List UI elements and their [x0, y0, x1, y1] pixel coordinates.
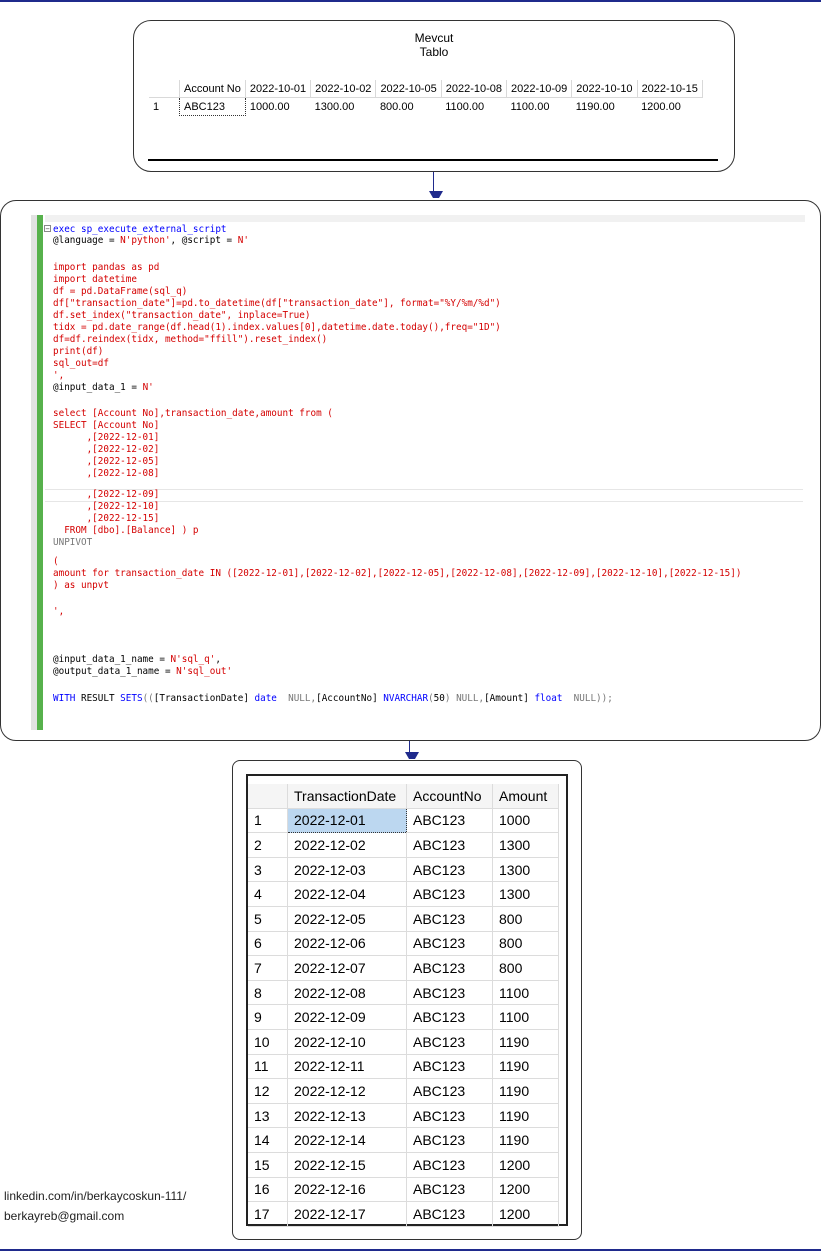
code-token: [Amount]	[484, 693, 535, 704]
code-token: ,	[215, 654, 221, 665]
code-line: import pandas as pd	[53, 262, 160, 273]
result-cell[interactable]: 1100	[493, 980, 559, 1005]
result-cell[interactable]: 2022-12-02	[288, 833, 407, 858]
code-token: ,	[310, 693, 317, 704]
code-line-exec	[53, 224, 227, 235]
result-cell[interactable]: 800	[493, 931, 559, 956]
table-row	[248, 1202, 559, 1227]
result-cell[interactable]: ABC123	[407, 980, 493, 1005]
bottom-divider-line	[0, 1249, 821, 1251]
result-cell[interactable]: ABC123	[407, 882, 493, 907]
code-token: 50	[433, 693, 445, 704]
code-token: float	[534, 693, 563, 704]
result-cell[interactable]: 2022-12-17	[288, 1202, 407, 1227]
grid-data-row	[149, 98, 702, 116]
grid-header-cell[interactable]: 2022-10-10	[572, 80, 637, 98]
result-cell[interactable]: 2022-12-09	[288, 1005, 407, 1030]
result-cell[interactable]: ABC123	[407, 833, 493, 858]
code-line: SELECT [Account No]	[53, 420, 160, 431]
code-line-output-name	[53, 666, 232, 677]
code-token: (	[428, 693, 434, 704]
code-token: WITH	[53, 693, 76, 704]
table-row	[248, 1103, 559, 1128]
table-row	[248, 980, 559, 1005]
email-link[interactable]: berkayreb@gmail.com	[4, 1209, 125, 1223]
result-cell[interactable]: 1100	[493, 1005, 559, 1030]
grid-header-row	[149, 80, 702, 98]
code-line: (	[53, 556, 59, 567]
table-row	[248, 906, 559, 931]
current-table-grid	[149, 80, 703, 116]
code-token: [AccountNo]	[316, 693, 384, 704]
result-cell[interactable]: 800	[493, 956, 559, 981]
grid-cell[interactable]: 1000.00	[249, 100, 290, 113]
code-token: N'python'	[120, 235, 171, 246]
result-cell[interactable]: 2022-12-04	[288, 882, 407, 907]
code-line-input-name	[53, 654, 221, 665]
collapse-toggle-icon[interactable]: −	[45, 225, 50, 233]
table-row	[248, 1029, 559, 1054]
top-divider-line	[0, 0, 821, 2]
result-cell[interactable]: ABC123	[407, 1079, 493, 1104]
code-line: df["transaction_date"]=pd.to_datetime(df["transaction_date"], format="%Y/%m/%d")	[53, 298, 501, 309]
row-number[interactable]: 7	[248, 956, 288, 981]
editor-top-bar	[45, 215, 805, 222]
current-table-panel	[133, 20, 735, 172]
table-row	[248, 833, 559, 858]
result-cell[interactable]: 800	[493, 906, 559, 931]
result-cell[interactable]: 2022-12-16	[288, 1177, 407, 1202]
code-line: FROM [dbo].[Balance] ) p	[53, 525, 199, 536]
result-grid	[248, 784, 559, 1227]
code-line: ',	[53, 606, 65, 617]
grid-header-cell[interactable]: 2022-10-15	[637, 80, 702, 98]
result-cell[interactable]: 2022-12-13	[288, 1103, 407, 1128]
grid-header-cell[interactable]: 2022-10-01	[245, 80, 310, 98]
result-cell[interactable]: 1300	[493, 857, 559, 882]
code-token: NVARCHAR	[383, 693, 429, 704]
result-cell[interactable]: ABC123	[407, 1177, 493, 1202]
grid-header-cell[interactable]: 2022-10-09	[507, 80, 572, 98]
row-number[interactable]: 17	[248, 1202, 288, 1227]
table-row	[248, 956, 559, 981]
row-number[interactable]: 13	[248, 1103, 288, 1128]
result-cell[interactable]: 2022-12-06	[288, 931, 407, 956]
code-token: RESULT	[75, 693, 121, 704]
code-token: N'sql_q'	[170, 654, 216, 665]
result-cell[interactable]: 1190	[493, 1128, 559, 1153]
table-row	[248, 1054, 559, 1079]
result-cell[interactable]: 1000	[493, 808, 559, 833]
code-line: ,[2022-12-08]	[53, 468, 160, 479]
code-line: df=df.reindex(tidx, method="ffill").reset_index()	[53, 334, 328, 345]
result-cell[interactable]: 1200	[493, 1202, 559, 1227]
code-line-input-data	[53, 382, 154, 393]
result-cell[interactable]: ABC123	[407, 1152, 493, 1177]
result-panel	[232, 760, 582, 1240]
code-token: @input_data_1_name =	[53, 654, 171, 665]
grid-header-cell[interactable]: 2022-10-02	[311, 80, 376, 98]
code-line-result-sets	[53, 693, 613, 704]
result-header-cell[interactable]	[248, 784, 288, 808]
result-cell[interactable]: ABC123	[407, 808, 493, 833]
code-token: exec sp_execute_external_script	[53, 224, 227, 235]
result-cell[interactable]: ABC123	[407, 1005, 493, 1030]
row-number: 1	[153, 100, 160, 113]
row-number[interactable]: 16	[248, 1177, 288, 1202]
result-cell[interactable]: 2022-12-15	[288, 1152, 407, 1177]
code-token: , @script =	[170, 235, 238, 246]
result-cell[interactable]: 2022-12-01	[288, 808, 407, 833]
code-line: ,[2022-12-01]	[53, 432, 160, 443]
code-token: ,	[478, 693, 485, 704]
result-cell[interactable]: 1300	[493, 882, 559, 907]
row-number[interactable]: 1	[248, 808, 288, 833]
result-cell[interactable]: 2022-12-07	[288, 956, 407, 981]
result-cell[interactable]: 2022-12-03	[288, 857, 407, 882]
grid-cell[interactable]: 1100.00	[445, 100, 485, 113]
code-token: date	[254, 693, 277, 704]
code-token: @input_data_1 =	[53, 382, 143, 393]
result-cell[interactable]: 2022-12-05	[288, 906, 407, 931]
grid-cell[interactable]: 1190.00	[575, 100, 615, 113]
code-line: ,[2022-12-10]	[53, 501, 160, 512]
result-cell[interactable]: 1190	[493, 1029, 559, 1054]
code-line: ',	[53, 370, 65, 381]
result-cell[interactable]: ABC123	[407, 1202, 493, 1227]
result-header-cell[interactable]: Amount	[493, 784, 559, 808]
result-cell[interactable]: ABC123	[407, 1029, 493, 1054]
code-line: print(df)	[53, 346, 104, 357]
grid-cell[interactable]: 1200.00	[641, 100, 681, 113]
row-number[interactable]: 11	[248, 1054, 288, 1079]
code-line: amount for transaction_date IN ([2022-12-01],[2022-12-02],[2022-12-05],[2022-12-08],[2022-12-09],[2022-12-10],[2022-12-15])	[53, 568, 742, 579]
result-grid-frame	[246, 774, 568, 1226]
grid-header-cell[interactable]: Account No	[180, 80, 246, 98]
result-cell[interactable]: ABC123	[407, 906, 493, 931]
row-number[interactable]: 12	[248, 1079, 288, 1104]
code-line: ,[2022-12-15]	[53, 513, 160, 524]
result-grid-body	[248, 808, 559, 1226]
row-number[interactable]: 6	[248, 931, 288, 956]
code-panel	[0, 200, 821, 741]
change-indicator-bar	[37, 215, 43, 730]
code-token: N'sql_out'	[176, 666, 233, 677]
grid-cell[interactable]: 1100.00	[510, 100, 550, 113]
table-row	[248, 1079, 559, 1104]
table-row	[248, 1177, 559, 1202]
result-cell[interactable]: 2022-12-08	[288, 980, 407, 1005]
row-number[interactable]: 9	[248, 1005, 288, 1030]
table-row	[248, 882, 559, 907]
flow-arrow-head	[429, 191, 443, 198]
code-line: import datetime	[53, 274, 137, 285]
code-token: ));	[596, 693, 613, 704]
result-cell[interactable]: 1190	[493, 1054, 559, 1079]
code-line: df.set_index("transaction_date", inplace=True)	[53, 310, 311, 321]
result-header-cell[interactable]: AccountNo	[407, 784, 493, 808]
grid-cell[interactable]: ABC123	[180, 98, 246, 116]
result-cell[interactable]: 2022-12-11	[288, 1054, 407, 1079]
code-token: [TransactionDate]	[153, 693, 255, 704]
result-cell[interactable]: 1200	[493, 1177, 559, 1202]
result-cell[interactable]: ABC123	[407, 956, 493, 981]
code-line: ) as unpvt	[53, 580, 109, 591]
code-line: sql_out=df	[53, 358, 109, 369]
flow-arrow-shaft	[409, 741, 410, 752]
code-token: )	[444, 693, 457, 704]
code-line: UNPIVOT	[53, 537, 93, 548]
footer-contact	[4, 1186, 186, 1226]
result-cell[interactable]: ABC123	[407, 857, 493, 882]
table-row	[248, 1005, 559, 1030]
code-token: @output_data_1_name =	[53, 666, 177, 677]
row-number[interactable]: 5	[248, 906, 288, 931]
code-line: tidx = pd.date_range(df.head(1).index.values[0],datetime.date.today(),freq="1D")	[53, 322, 501, 333]
code-token: @language =	[53, 235, 121, 246]
linkedin-link[interactable]: linkedin.com/in/berkaycoskun-111/	[4, 1189, 187, 1203]
code-line: df = pd.DataFrame(sql_q)	[53, 286, 188, 297]
table-row	[248, 1152, 559, 1177]
code-token: N'	[142, 382, 154, 393]
grid-header-cell[interactable]: 2022-10-05	[376, 80, 441, 98]
result-cell[interactable]: 2022-12-12	[288, 1079, 407, 1104]
code-line: ,[2022-12-02]	[53, 444, 160, 455]
result-cell[interactable]: ABC123	[407, 1103, 493, 1128]
result-header-cell[interactable]: TransactionDate	[288, 784, 407, 808]
table-row	[248, 1128, 559, 1153]
panel-bottom-rule	[148, 159, 718, 161]
result-header-row	[248, 784, 559, 808]
result-cell[interactable]: 1300	[493, 833, 559, 858]
result-cell[interactable]: ABC123	[407, 931, 493, 956]
result-cell[interactable]: 2022-12-10	[288, 1029, 407, 1054]
code-token: NULL	[276, 693, 311, 704]
result-cell[interactable]: ABC123	[407, 1054, 493, 1079]
table-row	[248, 931, 559, 956]
code-token: NULL	[456, 693, 479, 704]
grid-cell[interactable]: 1300.00	[314, 100, 355, 113]
code-line: ,[2022-12-05]	[53, 456, 160, 467]
row-number[interactable]: 3	[248, 857, 288, 882]
row-number[interactable]: 14	[248, 1128, 288, 1153]
result-cell[interactable]: 1190	[493, 1103, 559, 1128]
code-line-language	[53, 235, 249, 246]
code-token: ((	[142, 693, 154, 704]
row-number[interactable]: 4	[248, 882, 288, 907]
result-cell[interactable]: 1200	[493, 1152, 559, 1177]
row-number[interactable]: 8	[248, 980, 288, 1005]
code-line: select [Account No],transaction_date,amount from (	[53, 408, 333, 419]
row-number[interactable]: 10	[248, 1029, 288, 1054]
flow-arrow-shaft	[433, 172, 434, 192]
code-token: NULL	[562, 693, 597, 704]
row-number[interactable]: 15	[248, 1152, 288, 1177]
flow-arrow-head	[405, 752, 419, 759]
code-token: N'	[237, 235, 249, 246]
result-cell[interactable]: ABC123	[407, 1128, 493, 1153]
grid-corner-cell	[149, 80, 180, 98]
code-token: SETS	[120, 693, 143, 704]
current-table-title: Mevcut Tablo	[414, 31, 454, 59]
result-cell[interactable]: 2022-12-14	[288, 1128, 407, 1153]
code-line: ,[2022-12-09]	[53, 489, 160, 500]
table-row	[248, 857, 559, 882]
row-number[interactable]: 2	[248, 833, 288, 858]
grid-header-cell[interactable]: 2022-10-08	[441, 80, 506, 98]
table-row	[248, 808, 559, 833]
grid-cell[interactable]: 800.00	[379, 100, 414, 113]
result-cell[interactable]: 1190	[493, 1079, 559, 1104]
